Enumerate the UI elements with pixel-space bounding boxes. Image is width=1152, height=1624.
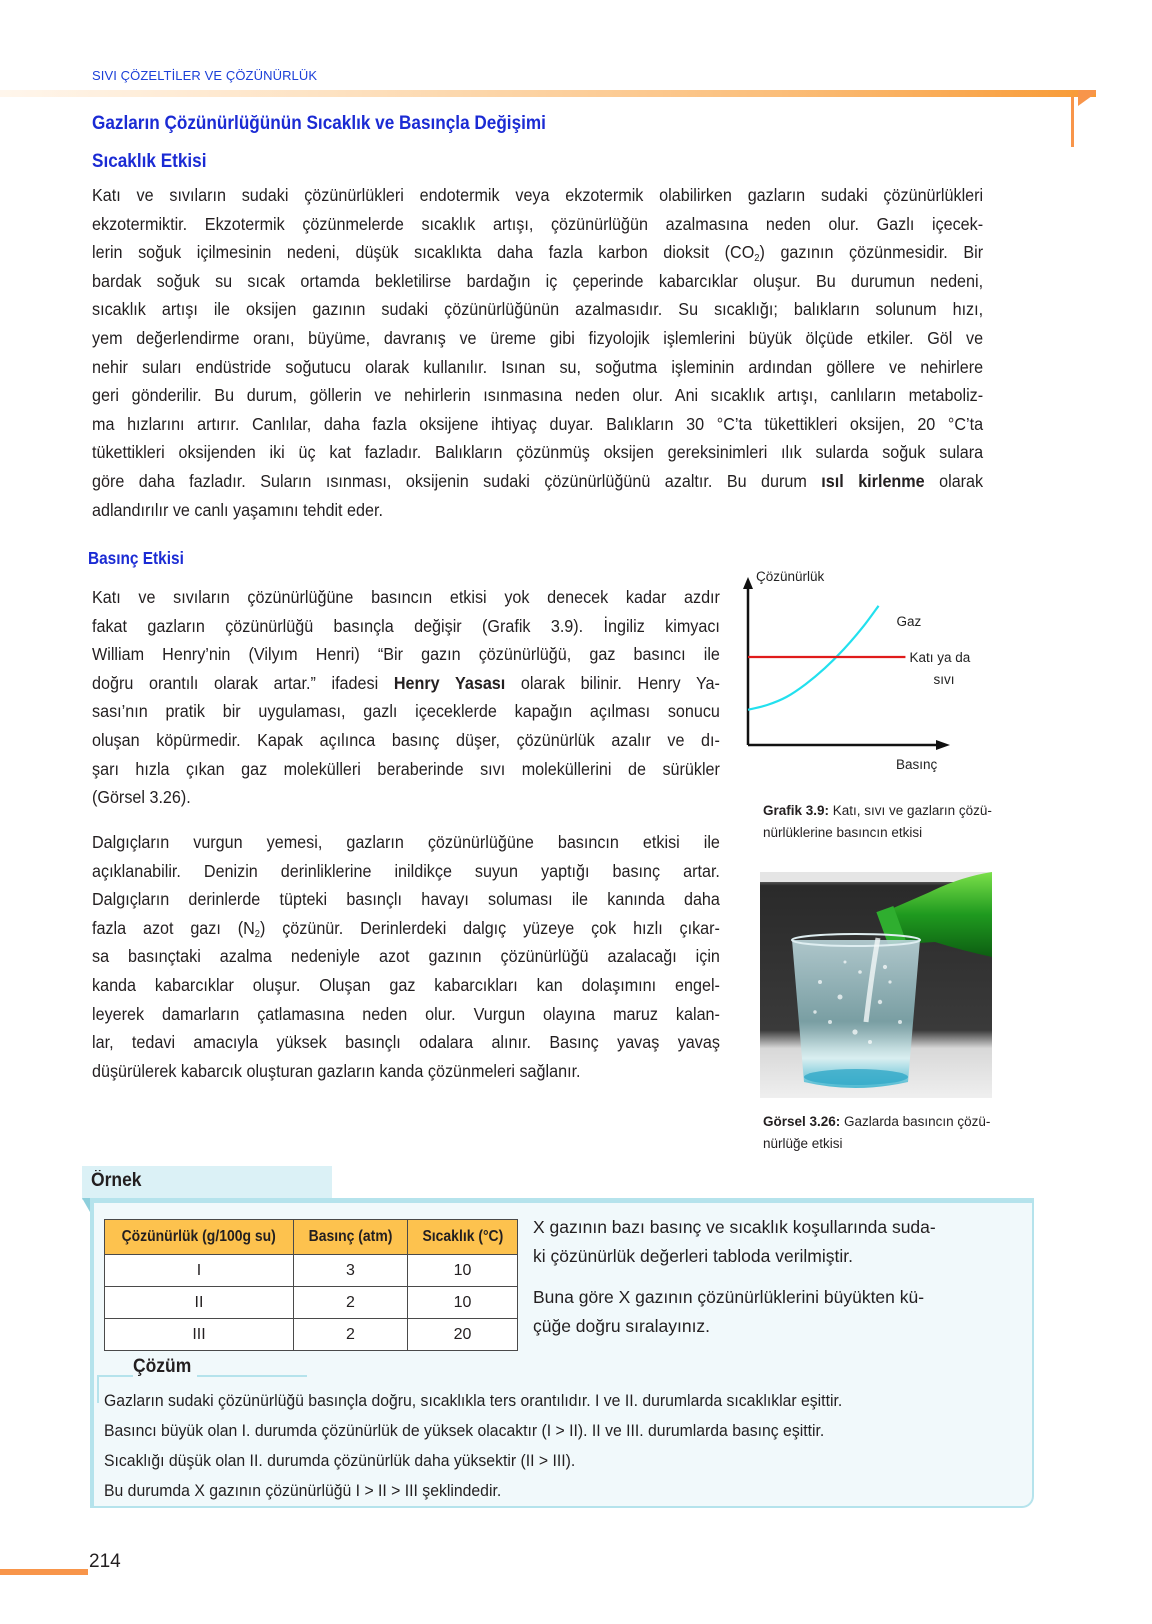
subscript: 2 (254, 928, 260, 940)
table-cell: 3 (294, 1255, 408, 1287)
page-number: 214 (89, 1551, 121, 1572)
paragraph-line: açıklanabilir. Denizin derinliklerine inildikçe suyun yaptığı basınç artar. (92, 860, 720, 881)
paragraph-line: Dalgıçların vurgun yemesi, gazların çözünürlüğüne basıncın etkisi ile (92, 832, 720, 852)
table-row (105, 1287, 518, 1319)
paragraph-line: bardak soğuk su sıcak ortamda bekletilirse bardağın iç çeperinde kabarcıklar oluşur. Bu durumun nedeni, (92, 270, 984, 291)
table-cell: 10 (408, 1287, 518, 1319)
paragraph-line: sıcaklık artışı ile oksijen gazının sudaki çözünürlüğünün azalmasıdır. Su sıcaklığı; balıkların solunum hızı, (92, 299, 984, 320)
running-head: SIVI ÇÖZELTİLER VE ÇÖZÜNÜRLÜK (92, 68, 318, 83)
solution-line: Sıcaklığı düşük olan II. durumda çözünürlük daha yüksektir (II > III). (104, 1451, 576, 1470)
table-cell: 10 (408, 1255, 518, 1287)
question-line: Buna göre X gazının çözünürlüklerini büyükten kü- (533, 1287, 925, 1307)
solution-line: Gazların sudaki çözünürlüğü basınçla doğru, sıcaklıkla ters orantılıdır. I ve II. durumlarda sıcaklıklar eşittir. (104, 1391, 843, 1410)
table-row (105, 1255, 518, 1287)
question-line: çüğe doğru sıralayınız. (533, 1316, 711, 1336)
solution-text (104, 1386, 1025, 1506)
chart-caption-label: Grafik 3.9: (763, 803, 830, 818)
solubility-table (104, 1219, 518, 1351)
header-rule (0, 90, 1096, 97)
paragraph-line: doğru orantılı olarak artar.” ifadesi Henry Yasası olarak bilinir. Henry Ya- (92, 672, 720, 693)
table-header-temperature: Sıcaklık (°C) (408, 1220, 518, 1255)
paragraph-line: (Görsel 3.26). (92, 787, 191, 808)
subscript: 2 (754, 253, 760, 265)
solution-rule-right (197, 1375, 307, 1377)
table-header-row (105, 1220, 518, 1255)
photo-caption (763, 1111, 1020, 1155)
paragraph-line: şarı hızla çıkan gaz molekülleri beraberinde sıvı moleküllerini de sürükler (92, 758, 720, 779)
paragraph-line: nehir suları endüstride soğutucu olarak kullanılır. Isınan su, soğutma işleminin ardından göllere ve nehirlere (92, 356, 984, 377)
pressure-paragraph-1 (92, 583, 720, 812)
paragraph-line: göre daha fazladır. Suların ısınması, oksijenin sudaki çözünürlüğünü azaltır. Bu durum ısıl kirlenme olarak (92, 470, 984, 491)
paragraph-line: düşürülerek kabarcık oluşturan gazların kanda çözünmeleri sağlanır. (92, 1060, 581, 1081)
paragraph-line: leyerek damarların çatlamasına neden olur. Vurgun olayına maruz kalan- (92, 1003, 720, 1024)
paragraph-line: ma hızlarını artırır. Canlılar, daha fazla oksijene ihtiyaç duyar. Balıkların 30 °C’ta tükettikleri oksijen, 20 °C’ta (92, 413, 984, 434)
solubility-pressure-chart (740, 565, 1020, 795)
y-axis-label: Çözünürlük (756, 569, 825, 584)
paragraph-line: Dalgıçların derinlerde tüpteki basınçlı havayı soluması ile kanında daha (92, 889, 720, 910)
photo-caption-text-2: nürlüğe etkisi (763, 1136, 843, 1151)
paragraph-line: oluşan köpürmedir. Kapak açılınca basınç düşer, çözünürlük azalır ve dı- (92, 729, 720, 750)
pressure-paragraph-2 (92, 828, 720, 1085)
series-label: Katı ya da (909, 650, 971, 665)
table-cell: 2 (294, 1319, 408, 1351)
paragraph-line: kanda kabarcıklar oluşur. Oluşan gaz kabarcıkları kan dolaşımını engel- (92, 974, 720, 995)
solution-line: Bu durumda X gazının çözünürlüğü I > II > III şeklindedir. (104, 1481, 502, 1500)
photo-caption-text: Gazlarda basıncın çözü- (840, 1114, 991, 1129)
series-label: Gaz (896, 613, 922, 629)
solution-line: Basıncı büyük olan I. durumda çözünürlük de yüksek olacaktır (I > II). II ve III. durumlarda basınç eşittir. (104, 1421, 825, 1440)
y-axis-arrow-icon (743, 577, 753, 589)
paragraph-line: Katı ve sıvıların sudaki çözünürlükleri endotermik veya ekzotermik olabilirken gazların sudaki çözünürlükleri (92, 185, 984, 205)
chart-caption-text: Katı, sıvı ve gazların çözü- (829, 803, 992, 818)
chart-caption (763, 800, 1020, 844)
paragraph-line: lar, tedavi amacıyla yüksek basınçlı odalara alınır. Basınç yavaş yavaş (92, 1032, 720, 1053)
y-axis (743, 577, 753, 745)
example-question (533, 1213, 1013, 1271)
table-header-solubility: Çözünürlük (g/100g su) (105, 1220, 294, 1255)
bold-term: Henry Yasası (393, 672, 506, 693)
table-header-pressure: Basınç (atm) (294, 1220, 408, 1255)
example-box-notch (82, 1198, 90, 1212)
paragraph-line: lerin soğuk içilmesinin nedeni, düşük sıcaklıkta daha fazla karbon dioksit $(CO_2)$ gazının çözünmesidir. Bir (92, 242, 984, 265)
solution-rule-left (97, 1375, 133, 1377)
series-label: sıvı (933, 672, 955, 687)
chart-caption-text-2: nürlüklerine basıncın etkisi (763, 825, 923, 840)
paragraph-line: geri gönderilir. Bu durum, göllerin ve nehirlerin ısınmasına neden olur. Ani sıcaklık artışı, canlıların metaboliz- (92, 385, 984, 406)
paragraph-line: sası’nın pratik bir uygulaması, gazlı içeceklerde kapağın açılması sonucu (92, 701, 720, 722)
glass-of-sparkling-water-photo (760, 872, 992, 1098)
photo-caption-label: Görsel 3.26: (763, 1114, 841, 1129)
example-question-2 (533, 1283, 1013, 1341)
solution-rule-vertical (97, 1375, 99, 1403)
section-title: Gazların Çözünürlüğünün Sıcaklık ve Basınçla Değişimi (92, 112, 546, 134)
bold-term: ısıl kirlenme (821, 470, 925, 491)
header-corner-ornament (1078, 90, 1096, 108)
pressure-heading: Basınç Etkisi (88, 548, 184, 568)
header-vertical-rule (1071, 97, 1074, 147)
temperature-heading: Sıcaklık Etkisi (92, 150, 207, 172)
paragraph-line: fakat gazların çözünürlüğü basınçla değişir (Grafik 3.9). İngiliz kimyacı (92, 615, 720, 636)
example-label: Örnek (91, 1170, 142, 1191)
paragraph-line: sa basınçtaki azalma nedeniyle azot gazının çözünürlüğü azalacağı için (92, 946, 720, 967)
paragraph-line: ekzotermiktir. Ekzotermik çözünmelerde sıcaklık artışı, çözünürlüğün azalmasına neden olur. Gazlı içecek- (92, 213, 984, 234)
paragraph-line: adlandırılır ve canlı yaşamını tehdit eder. (92, 499, 383, 520)
question-line: ki çözünürlük değerleri tabloda verilmiştir. (533, 1246, 853, 1266)
table-cell: I (105, 1255, 294, 1287)
table-row (105, 1319, 518, 1351)
table-cell: 20 (408, 1319, 518, 1351)
x-axis-label: Basınç (896, 757, 938, 772)
x-axis (748, 740, 950, 750)
temperature-paragraph (92, 181, 983, 524)
table-cell: II (105, 1287, 294, 1319)
paragraph-line: fazla azot gazı $(N_2)$ çözünür. Derinlerdeki dalgıç yüzeye çok hızlı çıkar- (92, 917, 720, 940)
paragraph-line: Katı ve sıvıların çözünürlüğüne basıncın etkisi yok denecek kadar azdır (92, 587, 720, 607)
solution-label: Çözüm (133, 1356, 192, 1377)
table-cell: 2 (294, 1287, 408, 1319)
paragraph-line: tükettikleri oksijenden iki üç kat fazladır. Balıkların çözünmüş oksijen gereksinimleri ılık sularda soğuk sulara (92, 442, 984, 463)
table-cell: III (105, 1319, 294, 1351)
page-number-bar (0, 1569, 88, 1575)
paragraph-line: yem değerlendirme oranı, büyüme, davranış ve üreme gibi fizyolojik işlemlerini büyük ölçüde etkiler. Göl ve (92, 327, 984, 348)
paragraph-line: William Henry’nin (Vilyım Henri) “Bir gazın çözünürlüğü, gaz basıncı ile (92, 644, 720, 665)
question-line: X gazının bazı basınç ve sıcaklık koşullarında suda- (533, 1217, 936, 1237)
x-axis-arrow-icon (936, 740, 950, 750)
